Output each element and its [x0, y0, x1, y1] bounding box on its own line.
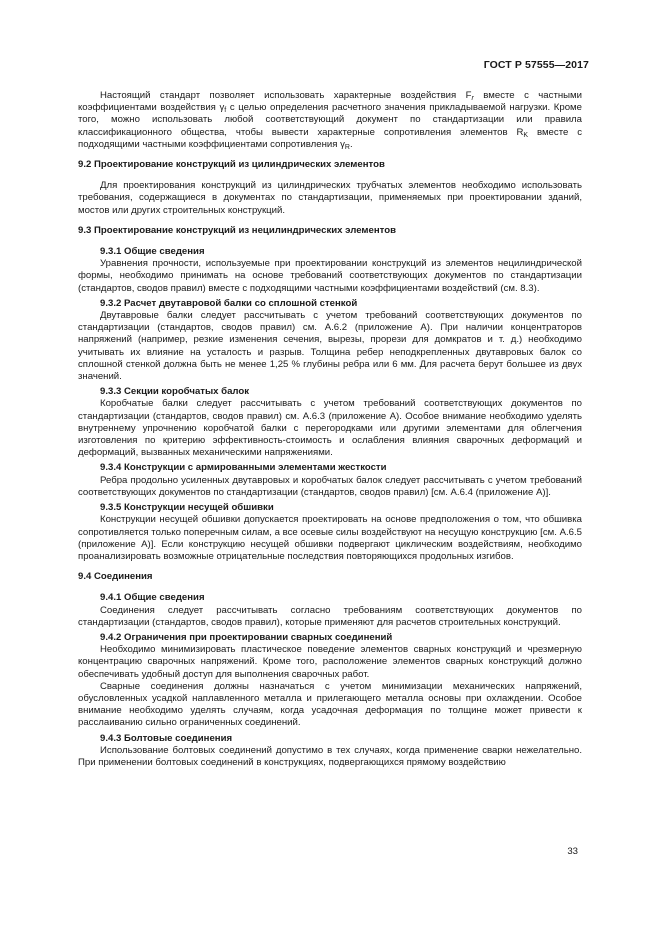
section-9-4-1-heading: 9.4.1 Общие сведения [100, 592, 205, 604]
intro-paragraph: Настоящий стандарт позволяет использовать характерные воздействия $F_r$ вместе с частными коэффициентами воздействия $\gamma_f$ с целью определения расчетного значения прикладываемой нагрузки. Кроме того, можно использовать любой соответствующий документ по стандартизации или правила классификационного общества, чтобы вывести характерные сопротивления элементов $R_K$ вместе с подходящими частными коэффициентами сопротивления $\gamma_R$. [78, 90, 582, 151]
section-9-3-1-heading: 9.3.1 Общие сведения [100, 246, 205, 258]
section-9-2-text: Для проектирования конструкций из цилиндрических трубчатых элементов необходимо использовать требования, содержащиеся в документах по стандартизации, применяемых при проектировании зданий, мостов или других строительных конструкций. [78, 180, 582, 216]
section-9-4-heading: 9.4 Соединения [78, 571, 153, 583]
section-9-4-3-text: Использование болтовых соединений допустимо в тех случаях, когда применение сварки нежелательно. При применении болтовых соединений в конструкциях, подвергающихся прямому воздействию [78, 744, 582, 768]
page-content [78, 90, 582, 769]
section-9-3-5-heading: 9.3.5 Конструкции несущей обшивки [100, 502, 274, 514]
section-9-4-2-heading: 9.4.2 Ограничения при проектировании сварных соединений [100, 631, 393, 643]
section-9-4-1-text: Соединения следует рассчитывать согласно требованиям соответствующих документов по стандартизации (стандартов, сводов правил), которые применяют для расчетов строительных конструкций. [78, 604, 582, 628]
section-9-3-2-text: Двутавровые балки следует рассчитывать с учетом требований соответствующих документов по стандартизации (стандартов, сводов правил) см. А.6.2 (приложение А). При наличии концентраторов напряжений (например, резкие изменения сечения, вырезы, прорези для домкратов и т. д.) необходимо учитывать их влияние на усталость и разрыв. Толщина ребер неподкрепленных двутавровых балок со сплошной стенкой должна быть не менее 1,25 % глубины ребра или 6 мм. Для расчета берут большее из двух значений. [78, 310, 582, 383]
section-9-3-3-heading: 9.3.3 Секции коробчатых балок [100, 386, 250, 398]
section-9-3-4-heading: 9.3.4 Конструкции с армированными элементами жесткости [100, 462, 387, 474]
section-9-3-3-text: Коробчатые балки следует рассчитывать с учетом требований соответствующих документов по стандартизации (стандартов, сводов правил) см. А.6.3 (приложение А). Особое внимание необходимо уделять внутреннему упрочнению коробчатой балки с перегородками или другими элементами для облегчения изготовления по критерию эффективность-стоимость и ослабления влияния сварочных деформаций и деформаций, вызванных механическими напряжениями. [78, 398, 582, 459]
section-9-2-heading: 9.2 Проектирование конструкций из цилиндрических элементов [78, 159, 385, 171]
section-9-3-4-text: Ребра продольно усиленных двутавровых и коробчатых балок следует рассчитывать с учетом требований соответствующих документов по стандартизации (стандартов, сводов правил) [см. А.6.4 (приложение А)]. [78, 474, 582, 498]
section-9-3-5-text: Конструкции несущей обшивки допускается проектировать на основе предположения о том, что обшивка сопротивляется только поперечным силам, а все осевые силы воздействуют на несущую конструкцию [см. А.6.5 (приложение А)]. Если конструкцию несущей обшивки подвергают циклическим воздействиям, необходимо проанализировать возможные отрицательные последствия повторяющихся продольных изгибов. [78, 514, 582, 562]
standard-code-header: ГОСТ Р 57555—2017 [483, 59, 589, 71]
page-number: 33 [567, 846, 578, 857]
section-9-4-2-text-1: Необходимо минимизировать пластическое поведение элементов сварных конструкций и чрезмерную концентрацию сварочных напряжений. Кроме того, расположение элементов сварных конструкций должно обеспечивать удобный доступ для выполнения сварочных работ. [78, 644, 582, 680]
section-9-4-3-heading: 9.4.3 Болтовые соединения [100, 732, 233, 744]
section-9-3-2-heading: 9.3.2 Расчет двутавровой балки со сплошной стенкой [100, 297, 358, 309]
section-9-3-heading: 9.3 Проектирование конструкций из нецилиндрических элементов [78, 224, 396, 236]
section-9-3-1-text: Уравнения прочности, используемые при проектировании конструкций из элементов нецилиндрической формы, необходимо принимать на основе требований соответствующих документов по стандартизации (стандартов, сводов правил) вместе с подходящими частными коэффициентами воздействий (см. 8.3). [78, 258, 582, 294]
section-9-4-2-text-2: Сварные соединения должны назначаться с учетом минимизации механических напряжений, обусловленных усадкой наплавленного металла и прилегающего металла основы при охлаждении. Особое внимание необходимо уделять случаям, когда усадочная деформация по толщине может привести к расслаиванию сильно ограниченных соединений. [78, 680, 582, 729]
